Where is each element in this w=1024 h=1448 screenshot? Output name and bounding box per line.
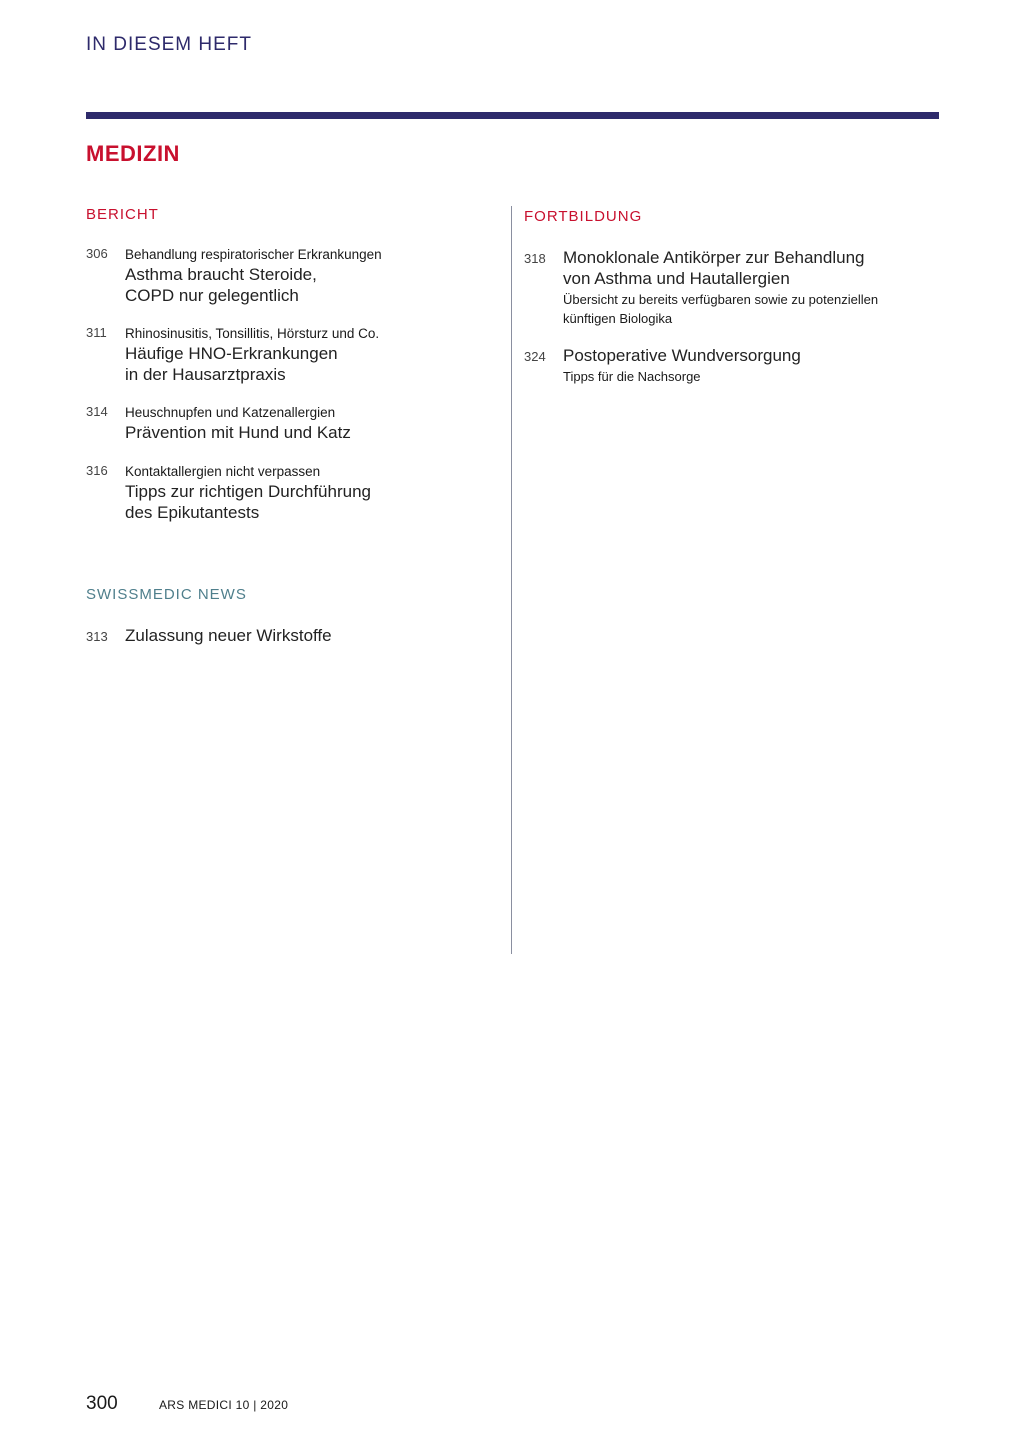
entry-title-line: Monoklonale Antikörper zur Behandlung: [563, 248, 865, 267]
toc-entry-316[interactable]: [86, 463, 486, 523]
toc-entry-306[interactable]: [86, 246, 486, 306]
footer-magazine-issue: ARS MEDICI 10 | 2020: [159, 1398, 289, 1412]
toc-entry-324[interactable]: [524, 345, 939, 386]
entry-subtitle-line: Tipps für die Nachsorge: [563, 369, 701, 384]
column-divider: [511, 206, 512, 954]
entry-title-line: von Asthma und Hautallergien: [563, 269, 790, 288]
page-number: 311: [86, 325, 107, 340]
category-fortbildung: FORTBILDUNG: [524, 208, 643, 225]
page-number: 316: [86, 463, 108, 478]
entry-subtitle-line: künftigen Biologika: [563, 311, 673, 326]
entry-title-line: Prävention mit Hund und Katz: [125, 423, 351, 442]
entry-title-line: des Epikutantests: [125, 503, 260, 522]
entry-title-line: Häufige HNO-Erkrankungen: [125, 344, 338, 363]
entry-title-line: Postoperative Wundversorgung: [563, 346, 801, 365]
page-number: 318: [524, 251, 546, 266]
entry-title-line: in der Hausarztpraxis: [125, 365, 286, 384]
section-title: MEDIZIN: [86, 141, 180, 166]
page-number: 306: [86, 246, 108, 261]
page-header: IN DIESEM HEFT: [86, 34, 253, 55]
page-number: 314: [86, 404, 108, 419]
entry-title-line: Zulassung neuer Wirkstoffe: [125, 626, 332, 645]
category-bericht: BERICHT: [86, 206, 159, 223]
toc-entry-314[interactable]: [86, 404, 486, 443]
category-swissmedic-news: SWISSMEDIC NEWS: [86, 586, 247, 603]
entry-kicker: Kontaktallergien nicht verpassen: [125, 464, 321, 479]
entry-kicker: Rhinosinusitis, Tonsillitis, Hörsturz und Co.: [125, 326, 380, 341]
entry-subtitle-line: Übersicht zu bereits verfügbaren sowie zu potenziellen: [563, 292, 879, 307]
page-number: 313: [86, 629, 108, 644]
footer-page-number: 300: [86, 1393, 118, 1414]
toc-entry-311[interactable]: [86, 325, 486, 385]
toc-entry-313[interactable]: [86, 625, 486, 646]
header-rule: [86, 112, 939, 119]
toc-entry-318[interactable]: [524, 247, 939, 328]
entry-kicker: Heuschnupfen und Katzenallergien: [125, 405, 336, 420]
page-number: 324: [524, 349, 546, 364]
entry-title-line: COPD nur gelegentlich: [125, 286, 299, 305]
entry-title-line: Tipps zur richtigen Durchführung: [125, 482, 371, 501]
entry-kicker: Behandlung respiratorischer Erkrankungen: [125, 247, 382, 262]
entry-title-line: Asthma braucht Steroide,: [125, 265, 317, 284]
